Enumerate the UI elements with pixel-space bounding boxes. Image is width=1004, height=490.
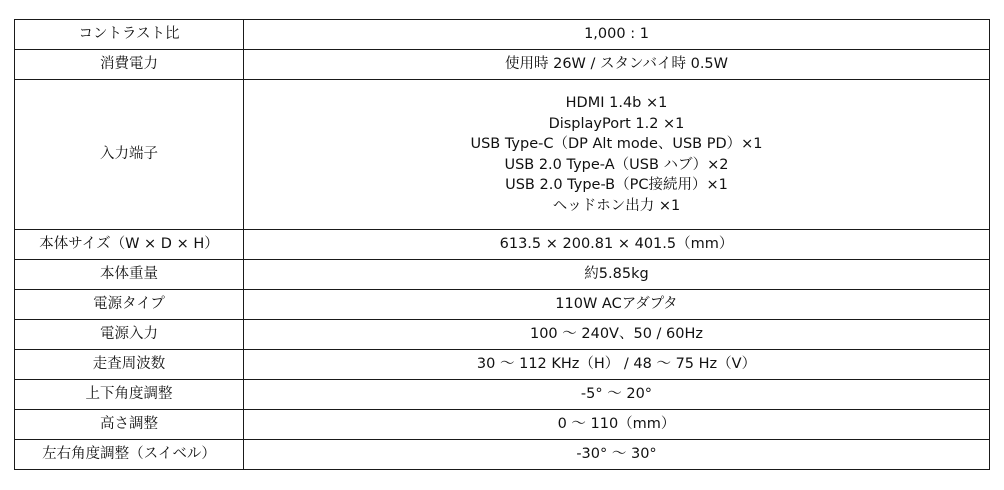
spec-row-swivel-adjust (15, 440, 990, 470)
spec-row-contrast-ratio (15, 20, 990, 50)
spec-value (244, 260, 990, 290)
spec-value-line: 約5.85kg (584, 266, 649, 283)
spec-value (244, 410, 990, 440)
spec-label: 消費電力 (15, 50, 244, 80)
spec-label: コントラスト比 (15, 20, 244, 50)
spec-label: 本体サイズ（W × D × H） (15, 230, 244, 260)
spec-value-line: ヘッドホン出力 ×1 (552, 197, 681, 214)
spec-table (14, 19, 990, 470)
spec-value-line: 1,000 : 1 (584, 26, 649, 43)
spec-value-line: -5° ～ 20° (580, 386, 653, 403)
spec-value-line: DisplayPort 1.2 ×1 (548, 115, 685, 132)
spec-value-line: 0 ～ 110（mm） (557, 416, 676, 433)
spec-value-line: USB 2.0 Type-A（USB ハブ）×2 (504, 156, 729, 173)
spec-row-power-input (15, 320, 990, 350)
spec-value (244, 440, 990, 470)
spec-label: 走査周波数 (15, 350, 244, 380)
spec-value (244, 50, 990, 80)
spec-row-input-ports (15, 80, 990, 230)
spec-row-body-size (15, 230, 990, 260)
spec-row-body-weight (15, 260, 990, 290)
spec-value-line: USB Type-C（DP Alt mode、USB PD）×1 (470, 136, 763, 152)
spec-value-line: -30° ～ 30° (576, 446, 657, 463)
spec-value (244, 230, 990, 260)
spec-value-line: 110W ACアダプタ (555, 296, 678, 313)
spec-label: 電源タイプ (15, 290, 244, 320)
spec-value (244, 380, 990, 410)
spec-label: 本体重量 (15, 260, 244, 290)
spec-value (244, 290, 990, 320)
spec-label: 上下角度調整 (15, 380, 244, 410)
spec-value (244, 80, 990, 230)
spec-label: 左右角度調整（スイベル） (15, 440, 244, 470)
spec-value (244, 320, 990, 350)
spec-value-line: HDMI 1.4b ×1 (565, 95, 668, 111)
spec-row-height-adjust (15, 410, 990, 440)
spec-row-tilt-adjust (15, 380, 990, 410)
spec-label: 電源入力 (15, 320, 244, 350)
spec-value (244, 20, 990, 50)
spec-label: 高さ調整 (15, 410, 244, 440)
spec-value-line: 100 ～ 240V、50 / 60Hz (529, 326, 703, 343)
spec-value-line: USB 2.0 Type-B（PC接続用）×1 (505, 177, 728, 193)
spec-value (244, 350, 990, 380)
spec-value-line: 30 ～ 112 KHz（H） / 48 ～ 75 Hz（V） (476, 356, 757, 373)
spec-row-power-consumption (15, 50, 990, 80)
spec-row-power-type (15, 290, 990, 320)
spec-label: 入力端子 (15, 80, 244, 230)
spec-value-line: 使用時 26W / スタンバイ時 0.5W (505, 56, 728, 73)
spec-row-scan-frequency (15, 350, 990, 380)
spec-value-line: 613.5 × 200.81 × 401.5（mm） (499, 236, 734, 253)
